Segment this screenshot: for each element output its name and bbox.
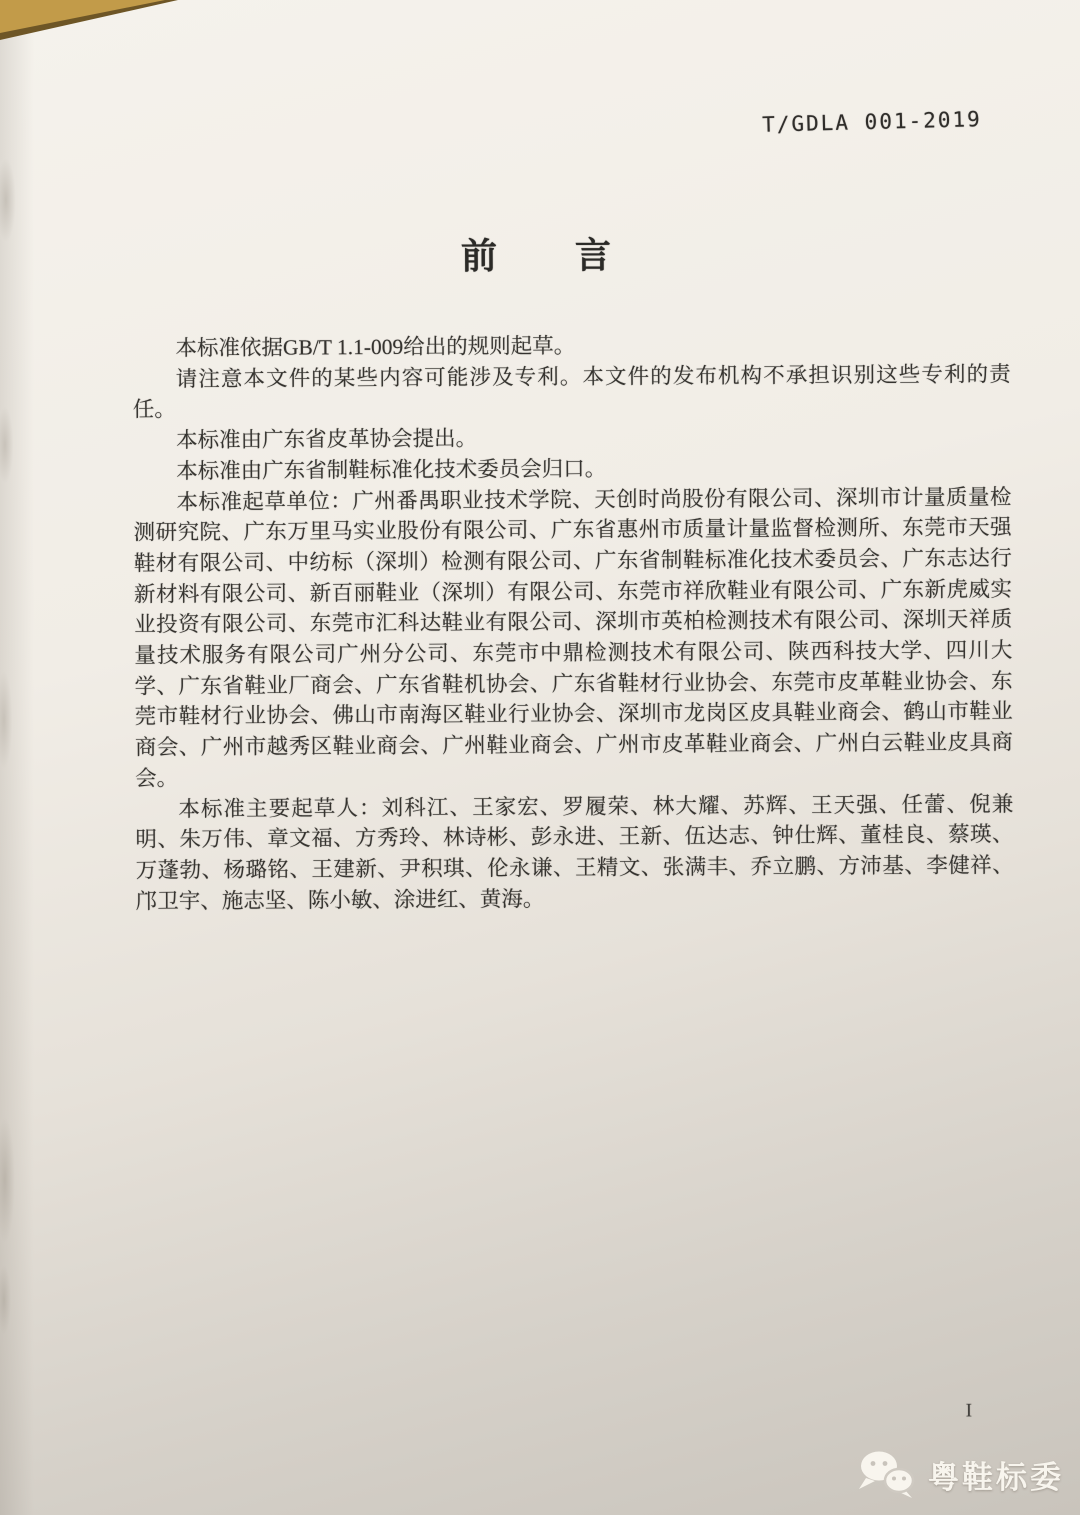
- paragraph: 请注意本文件的某些内容可能涉及专利。本文件的发布机构不承担识别这些专利的责任。: [132, 361, 1011, 422]
- paragraph: 本标准由广东省皮革协会提出。: [175, 426, 478, 453]
- paragraph: 本标准起草单位：广州番禺职业技术学院、天创时尚股份有限公司、深圳市计量质量检测研究院、广东万里马实业股份有限公司、广东省惠州市质量计量监督检测所、东莞市天强鞋材有限公司、中纺标（深圳）检测有限公司、广东省制鞋标准化技术委员会、广东志达行新材料有限公司、新百丽鞋业（深圳）有限公司、东莞市祥欣鞋业有限公司、广东新虎威实业投资有限公司、东莞市汇科达鞋业有限公司、深圳市英柏检测技术有限公司、深圳天祥质量技术服务有限公司广州分公司、东莞市中鼎检测技术有限公司、陕西科技大学、四川大学、广东省鞋业厂商会、广东省鞋机协会、广东省鞋材行业协会、东莞市皮革鞋业协会、东莞市鞋材行业协会、佛山市南海区鞋业行业协会、深圳市龙岗区皮具鞋业商会、鹤山市鞋业商会、广州市越秀区鞋业商会、广州鞋业商会、广州市皮革鞋业商会、广州白云鞋业皮具商会。: [133, 484, 1013, 791]
- paragraph: 本标准依据GB/T 1.1-009给出的规则起草。: [175, 333, 576, 361]
- wechat-icon: [855, 1447, 919, 1501]
- foreword-body: [132, 328, 1014, 917]
- watermark: [855, 1447, 1064, 1501]
- paragraph: 本标准由广东省制鞋标准化技术委员会归口。: [176, 456, 607, 484]
- standard-code: T/GDLA 001-2019: [762, 107, 983, 137]
- page-title: 前 言: [460, 235, 614, 277]
- watermark-label: 粤鞋标委: [928, 1459, 1064, 1495]
- paragraph: 本标准主要起草人：刘科江、王家宏、罗履荣、林大耀、苏辉、王天强、任蕾、倪兼明、朱万伟、章文福、方秀玲、林诗彬、彭永进、王新、伍达志、钟仕辉、董桂良、蔡瑛、万蓬勃、杨璐铭、王建新、尹积琪、伦永谦、王精文、张满丰、乔立鹏、方沛基、李健祥、邝卫宇、施志坚、陈小敏、涂进红、黄海。: [135, 791, 1014, 914]
- page-number: I: [965, 1400, 973, 1422]
